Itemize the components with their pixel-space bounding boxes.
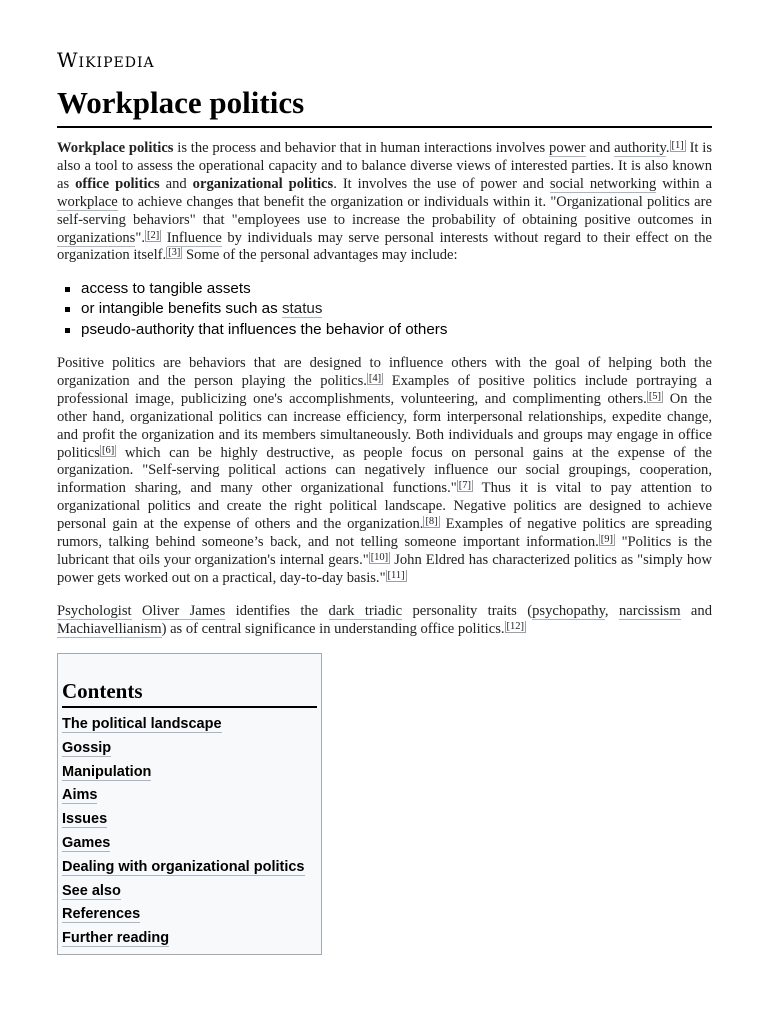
citation-link[interactable]: [5] [648, 390, 662, 402]
text: "Politics is the lubricant that oils your organization's internal gears." [57, 534, 712, 568]
list-item-text: pseudo-authority that influences the behavior of others [81, 320, 448, 338]
toc-list [62, 713, 305, 951]
text: and [585, 140, 615, 156]
link-machiavellianism[interactable]: Machiavellianism [57, 620, 162, 637]
text: and [680, 603, 712, 619]
citation-2[interactable] [145, 230, 161, 242]
citation-11[interactable] [386, 570, 407, 582]
text: On the other hand, organizational politics can increase efficiency, form interpersonal relationships, expedite change, and profit the organization and its members simultaneously. Both individuals and groups may engage in office politics [57, 390, 712, 461]
text: is the process and behavior that in human interactions involves [173, 140, 550, 156]
text [132, 603, 142, 619]
bold-term: office politics [75, 175, 160, 192]
toc-item [62, 880, 305, 904]
text: which can be highly destructive, as people focus on personal gains at the expense of the organization. "Self-serving political actions can negatively influence our social groupings, cooperation, information sharing, and many other organizational functions." [57, 444, 712, 497]
toc-item [62, 927, 305, 951]
toc-item [62, 856, 305, 880]
toc-item [62, 903, 305, 927]
toc-link-references[interactable]: References [62, 906, 141, 923]
text: . It involves the use of power and [333, 175, 550, 192]
toc-link-gossip[interactable]: Gossip [62, 739, 112, 756]
wikipedia-logo[interactable]: Wikipedia [57, 48, 155, 72]
toc-link-aims[interactable]: Aims [62, 787, 98, 804]
text: to achieve changes that benefit the organization or individuals within it. "Organizational politics are self-serving behaviors" that "employees use to increase the probability of obtaining positive outcomes in [57, 193, 712, 228]
citation-1[interactable] [670, 140, 686, 152]
text: Examples of positive politics include portraying a professional image, publicizing one's accomplishments, volunteering, and complimenting others. [57, 372, 712, 407]
toc-item [62, 761, 305, 785]
toc-link-games[interactable]: Games [62, 834, 111, 851]
psychology-paragraph [57, 603, 712, 639]
citation-link[interactable]: [1] [671, 140, 684, 151]
text: . [665, 140, 670, 156]
citation-link[interactable]: [12] [506, 620, 525, 632]
text: Positive politics are behaviors that are designed to influence others with the goal of helping both the organization and the person playing the politics. [57, 355, 712, 389]
toc-item [62, 808, 305, 832]
link-status[interactable]: status [281, 300, 323, 318]
citation-link[interactable]: [7] [458, 480, 471, 492]
list-item [81, 279, 447, 299]
toc-item [62, 832, 305, 856]
citation-4[interactable] [367, 373, 383, 385]
advantages-list [57, 279, 447, 340]
toc-link-further-reading[interactable]: Further reading [62, 930, 170, 947]
link-organizations[interactable]: organizations [57, 229, 136, 246]
text: , [604, 603, 619, 619]
intro-paragraph [57, 140, 712, 265]
list-item [81, 299, 447, 319]
toc-item [62, 713, 305, 737]
list-item [81, 320, 447, 340]
politics-paragraph [57, 355, 712, 588]
citation-link[interactable]: [8] [425, 516, 438, 528]
toc-item [62, 784, 305, 808]
link-influence[interactable]: Influence [166, 229, 222, 246]
bold-term: Workplace politics [57, 140, 174, 156]
link-oliver-james[interactable]: Oliver James [141, 603, 226, 619]
citation-12[interactable] [505, 621, 527, 633]
text: ". [135, 229, 145, 246]
link-dark-triadic[interactable]: dark triadic [328, 603, 403, 619]
toc-item [62, 737, 305, 761]
text: personality traits ( [402, 603, 533, 619]
text: within a [656, 175, 712, 192]
text [161, 230, 167, 246]
text: Thus it is vital to pay attention to organizational politics and create the right political landscape. Negative politics are designed to achieve personal gain at the expense of others and the organization. [57, 480, 713, 533]
citation-link[interactable]: [4] [368, 372, 382, 384]
citation-3[interactable] [166, 247, 182, 259]
citation-10[interactable] [369, 552, 391, 564]
citation-6[interactable] [100, 445, 116, 457]
citation-8[interactable] [423, 516, 439, 528]
text: Examples of negative politics are spreading rumors, talking behind someone’s back, and not telling someone important information. [57, 516, 712, 551]
link-authority[interactable]: authority [614, 140, 666, 156]
toc-link-manipulation[interactable]: Manipulation [62, 763, 152, 780]
text: identifies the [225, 603, 329, 619]
citation-link[interactable]: [6] [101, 444, 115, 456]
citation-link[interactable]: [9] [600, 534, 614, 546]
toc-title: Contents [62, 678, 317, 708]
toc-link-political-landscape[interactable]: The political landscape [62, 716, 222, 732]
link-psychologist[interactable]: Psychologist [57, 603, 132, 619]
citation-link[interactable]: [11] [387, 569, 405, 581]
text: by individuals may serve personal interests without regard to their effect on the organization itself. [57, 229, 712, 264]
bold-term: organizational politics [192, 175, 334, 192]
table-of-contents [57, 653, 322, 955]
text: John Eldred has characterized politics as "simply how power gets worked out on a practical, day-to-day basis." [57, 551, 713, 586]
citation-link[interactable]: [10] [370, 551, 389, 563]
text: and [159, 175, 193, 192]
citation-9[interactable] [599, 534, 615, 546]
link-workplace[interactable]: workplace [57, 193, 118, 210]
toc-link-issues[interactable]: Issues [62, 811, 108, 828]
list-item-text: or intangible benefits such as [81, 300, 282, 318]
link-psychopathy[interactable]: psychopathy [532, 603, 605, 619]
page-title: Workplace politics [57, 84, 712, 128]
link-power[interactable]: power [549, 140, 586, 156]
text: Some of the personal advantages may include: [182, 247, 458, 264]
citation-5[interactable] [647, 391, 663, 403]
toc-link-see-also[interactable]: See also [62, 882, 121, 899]
text: ) as of central significance in understanding office politics. [161, 620, 505, 637]
list-item-text: access to tangible assets [81, 280, 251, 297]
citation-link[interactable]: [2] [146, 229, 160, 241]
text: It is also a tool to assess the operational capacity and to balance diverse views of interested parties. It is also known as [57, 140, 713, 192]
citation-link[interactable]: [3] [168, 247, 181, 259]
link-narcissism[interactable]: narcissism [618, 603, 681, 619]
link-social-networking[interactable]: social networking [549, 175, 657, 192]
toc-link-dealing[interactable]: Dealing with organizational politics [62, 858, 305, 875]
citation-7[interactable] [457, 480, 473, 492]
